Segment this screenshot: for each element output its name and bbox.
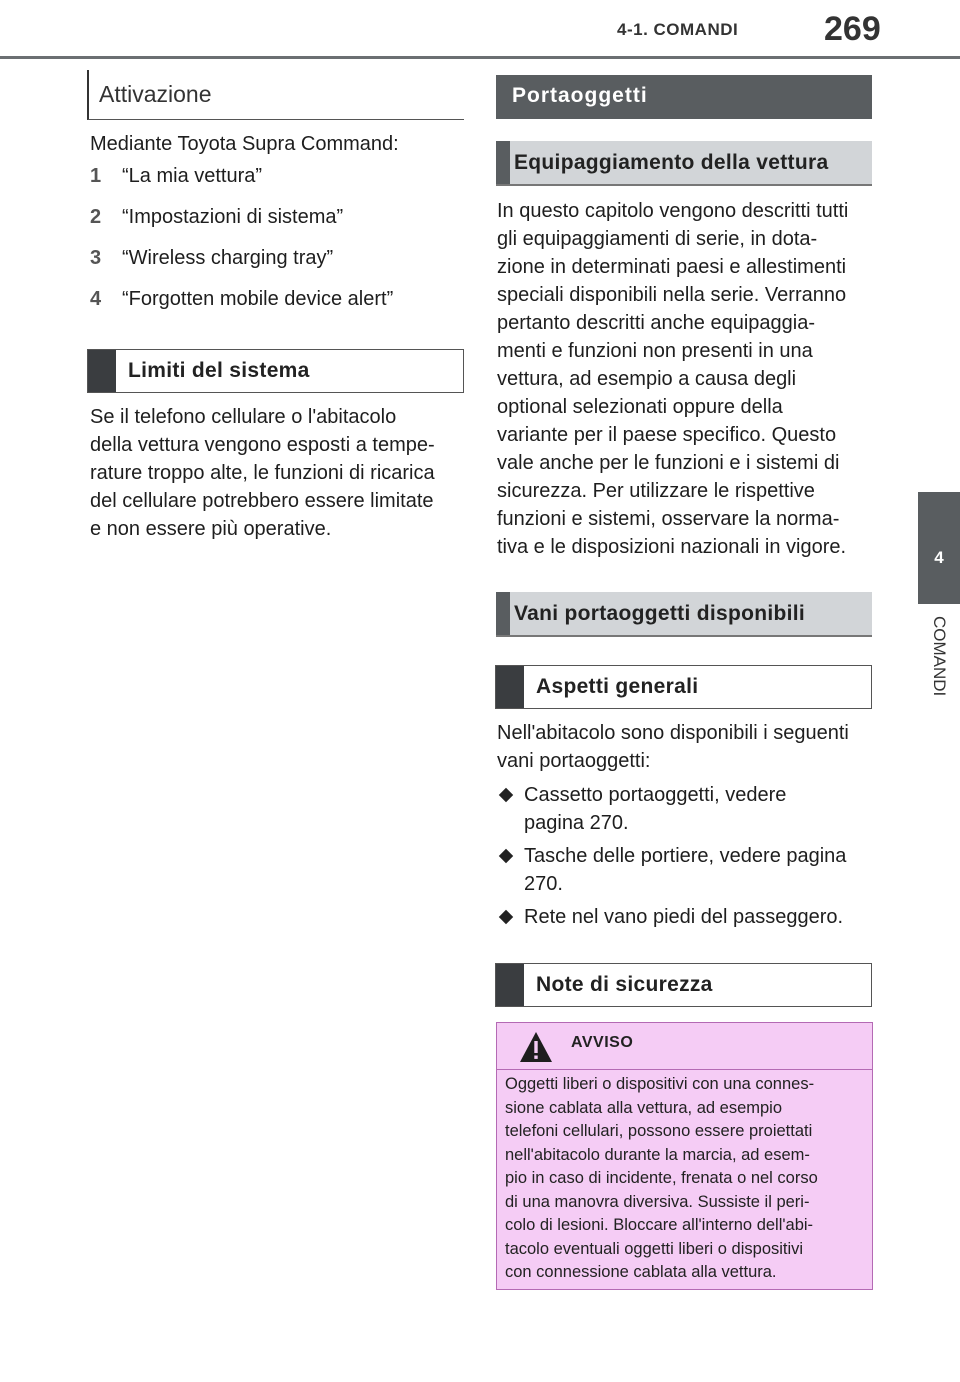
step-item [90, 244, 460, 272]
diamond-bullet-icon [499, 849, 513, 863]
heading-aspetti: Aspetti generali [495, 665, 872, 709]
step-number: 1 [90, 165, 102, 187]
header-rule [0, 56, 960, 59]
section-title: 4-1. COMANDI [617, 20, 739, 39]
step-text: “Impostazioni di sistema” [122, 206, 344, 228]
heading-attivazione: Attivazione [87, 70, 464, 120]
step-number: 2 [90, 206, 102, 228]
warning-header [497, 1023, 872, 1070]
step-item [90, 203, 460, 231]
heading-sicurezza: Note di sicurezza [495, 963, 872, 1007]
list-item: Tasche delle portiere, vedere pagina 270. [496, 842, 872, 898]
page-number: 269 [824, 10, 881, 48]
step-item [90, 162, 460, 190]
step-number: 4 [90, 288, 102, 310]
chapter-label: COMANDI [930, 616, 949, 697]
step-text: “Forgotten mobile device alert” [122, 288, 394, 310]
chapter-tab [918, 492, 960, 604]
step-item [90, 285, 460, 313]
equip-paragraph: In questo capitolo vengono descritti tutti gli equipaggiamenti di serie, in dota- zione in determinati paesi e allestimenti speciali disponibili nella serie. Verranno pertanto descritti anche equipaggia- menti e funzioni non presenti in una vettura, ad esempio a causa degli optional selezionati oppure della variante per il paese specifico. Questo vale anche per le funzioni e i sistemi di sicurezza. Per utilizzare le rispettive funzioni e sistemi, osservare la norma- tiva e le disposizioni nazionali in vigore. [497, 200, 849, 558]
step-number: 3 [90, 247, 102, 269]
warning-text: Oggetti liberi o dispositivi con una connes- sione cablata alla vettura, ad esempio telefoni cellulari, possono essere proiettati nell'abitacolo durante la marcia, ad esem- pio in caso di incidente, frenata o nel corso di una manovra diversiva. Sussiste il peri- colo di lesioni. Bloccare all'interno dell'abi- tacolo eventuali oggetti liberi o dispositivi con connessione cablata alla vettura. [505, 1075, 818, 1281]
warning-title: AVVISO [571, 1034, 634, 1051]
heading-vani: Vani portaoggetti disponibili [496, 592, 872, 637]
chapter-number: 4 [934, 548, 944, 567]
list-item: Cassetto portaoggetti, vedere pagina 270. [496, 781, 872, 837]
section-banner: Portaoggetti [496, 75, 872, 119]
warning-triangle-icon [519, 1031, 553, 1063]
diamond-bullet-icon [499, 910, 513, 924]
heading-limiti: Limiti del sistema [87, 349, 464, 393]
list-item: Rete nel vano piedi del passeggero. [496, 903, 872, 931]
limits-paragraph: Se il telefono cellulare o l'abitacolo della vettura vengono esposti a tempe- rature troppo alte, le funzioni di ricarica del cellulare potrebbero essere limitate e non essere più operative. [90, 406, 435, 540]
general-paragraph: Nell'abitacolo sono disponibili i seguenti vani portaoggetti: [497, 722, 849, 772]
warning-box [496, 1022, 873, 1290]
intro-text: Mediante Toyota Supra Command: [90, 133, 399, 155]
diamond-bullet-icon [499, 788, 513, 802]
step-text: “La mia vettura” [122, 165, 263, 187]
heading-equipaggiamento: Equipaggiamento della vettura [496, 141, 872, 186]
step-text: “Wireless charging tray” [122, 247, 334, 269]
